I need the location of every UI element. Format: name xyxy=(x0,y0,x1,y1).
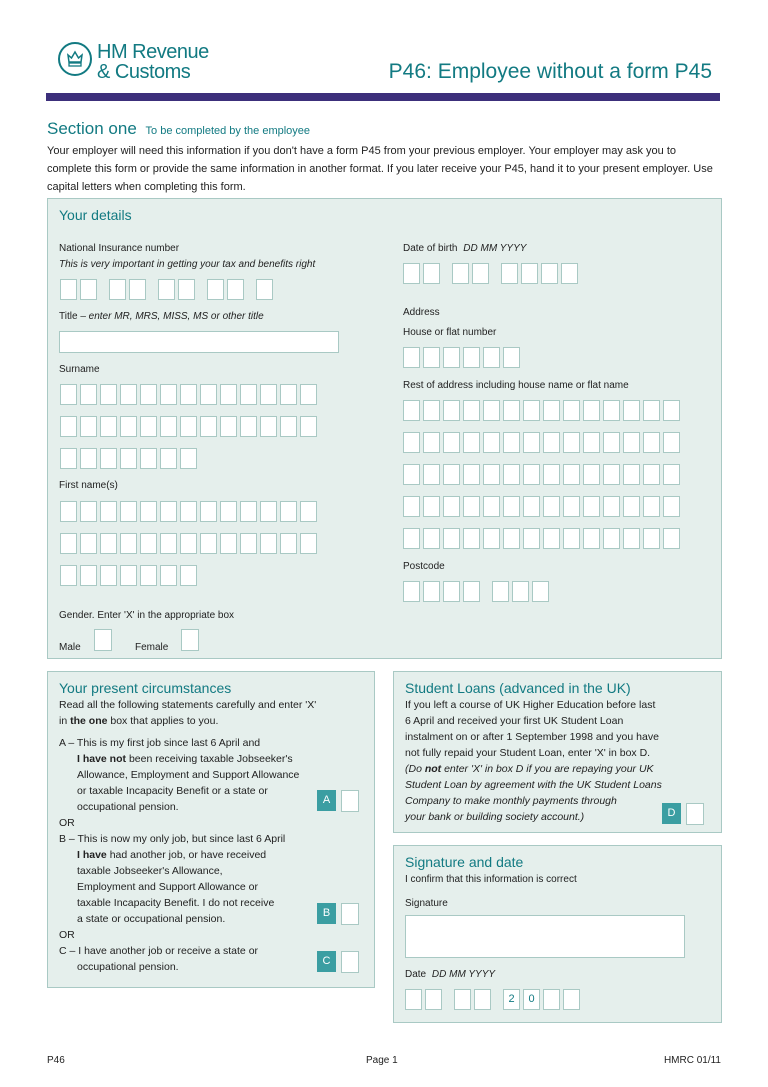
circumstances-intro-line1: Read all the following statements carefully and enter 'X' xyxy=(59,699,317,711)
address-char-box[interactable] xyxy=(583,432,600,453)
surname-label: Surname xyxy=(59,364,100,375)
first-name-char-box[interactable] xyxy=(120,533,137,554)
first-name-char-box[interactable] xyxy=(180,533,197,554)
ni-char-box[interactable] xyxy=(60,279,77,300)
address-char-box[interactable] xyxy=(503,400,520,421)
surname-char-box[interactable] xyxy=(120,416,137,437)
address-char-box[interactable] xyxy=(643,496,660,517)
surname-char-box[interactable] xyxy=(160,416,177,437)
statement-a-line5: occupational pension. xyxy=(77,801,179,813)
tag-b: B xyxy=(317,903,336,924)
statement-b-line1: B – This is now my only job, but since last 6 April xyxy=(59,833,286,845)
first-name-char-box[interactable] xyxy=(100,565,117,586)
house-number-char-box[interactable] xyxy=(463,347,480,368)
sign-date-hint: DD MM YYYY xyxy=(431,969,496,980)
surname-char-box[interactable] xyxy=(300,384,317,405)
address-char-box[interactable] xyxy=(443,496,460,517)
surname-char-box[interactable] xyxy=(200,384,217,405)
address-char-box[interactable] xyxy=(443,528,460,549)
dob-char-box[interactable] xyxy=(501,263,518,284)
surname-char-box[interactable] xyxy=(240,384,257,405)
section-subtitle: To be completed by the employee xyxy=(145,125,311,137)
signature-input[interactable] xyxy=(405,915,685,958)
female-label: Female xyxy=(135,642,169,653)
option-a-checkbox[interactable] xyxy=(341,790,359,812)
first-name-char-box[interactable] xyxy=(220,533,237,554)
sign-date-char-box[interactable]: 2 xyxy=(503,989,520,1010)
dob-label xyxy=(403,243,526,254)
postcode-char-box[interactable] xyxy=(443,581,460,602)
footer-form-code: P46 xyxy=(47,1055,65,1066)
sign-date-char-box[interactable] xyxy=(563,989,580,1010)
address-char-box[interactable] xyxy=(463,528,480,549)
statement-c-line1: C – I have another job or receive a state or xyxy=(59,945,259,957)
option-c-checkbox[interactable] xyxy=(341,951,359,973)
address-char-box[interactable] xyxy=(423,400,440,421)
address-char-box[interactable] xyxy=(623,464,640,485)
sign-date-char-box[interactable] xyxy=(543,989,560,1010)
address-char-box[interactable] xyxy=(603,400,620,421)
circumstances-title: Your present circumstances xyxy=(59,680,232,696)
address-char-box[interactable] xyxy=(583,528,600,549)
dob-label-text: Date of birth xyxy=(403,243,458,254)
title-hint: – enter MR, MRS, MISS, MS or other title xyxy=(80,311,264,322)
surname-char-box[interactable] xyxy=(240,416,257,437)
signature-title: Signature and date xyxy=(405,854,524,870)
address-char-box[interactable] xyxy=(543,464,560,485)
address-char-box[interactable] xyxy=(643,528,660,549)
postcode-label: Postcode xyxy=(403,561,445,572)
surname-char-box[interactable] xyxy=(120,448,137,469)
form-title: P46: Employee without a form P45 xyxy=(388,60,712,83)
ni-char-box[interactable] xyxy=(256,279,273,300)
address-char-box[interactable] xyxy=(503,432,520,453)
address-char-box[interactable] xyxy=(483,496,500,517)
address-char-box[interactable] xyxy=(623,400,640,421)
address-label: Address xyxy=(403,307,440,318)
student-loans-line5-rest: enter 'X' in box D if you are repaying your UK xyxy=(444,763,654,775)
address-char-box[interactable] xyxy=(563,496,580,517)
statement-a-line1: A – This is my first job since last 6 April and xyxy=(59,737,261,749)
address-char-box[interactable] xyxy=(523,432,540,453)
surname-char-box[interactable] xyxy=(180,416,197,437)
surname-char-box[interactable] xyxy=(120,384,137,405)
sign-date-label xyxy=(405,969,495,980)
rest-address-label: Rest of address including house name or flat name xyxy=(403,380,629,391)
intro-in: in xyxy=(59,715,68,727)
hmrc-logo-text xyxy=(97,42,209,82)
first-name-char-box[interactable] xyxy=(60,501,77,522)
hmrc-crest-icon xyxy=(58,42,92,76)
surname-char-box[interactable] xyxy=(160,448,177,469)
first-name-char-box[interactable] xyxy=(60,533,77,554)
surname-char-box[interactable] xyxy=(220,416,237,437)
statement-b-line3: taxable Jobseeker's Allowance, xyxy=(77,865,223,877)
address-char-box[interactable] xyxy=(583,496,600,517)
first-name-char-box[interactable] xyxy=(240,501,257,522)
student-loans-title: Student Loans (advanced in the UK) xyxy=(405,680,631,696)
address-char-box[interactable] xyxy=(543,528,560,549)
surname-char-box[interactable] xyxy=(140,384,157,405)
house-number-char-box[interactable] xyxy=(443,347,460,368)
address-char-box[interactable] xyxy=(443,464,460,485)
first-name-char-box[interactable] xyxy=(160,501,177,522)
title-label-text: Title xyxy=(59,311,78,322)
circumstances-intro-line2 xyxy=(59,713,316,729)
ni-label: National Insurance number xyxy=(59,243,180,254)
first-name-char-box[interactable] xyxy=(200,533,217,554)
address-char-box[interactable] xyxy=(663,400,680,421)
ni-char-box[interactable] xyxy=(80,279,97,300)
address-char-box[interactable] xyxy=(503,464,520,485)
signature-label: Signature xyxy=(405,898,448,909)
address-char-box[interactable] xyxy=(403,464,420,485)
dob-char-box[interactable] xyxy=(521,263,538,284)
address-char-box[interactable] xyxy=(523,528,540,549)
first-name-label: First name(s) xyxy=(59,480,118,491)
house-number-char-box[interactable] xyxy=(423,347,440,368)
student-loans-line4: not fully repaid your Student Loan, enter 'X' in box D. xyxy=(405,747,651,759)
first-name-char-box[interactable] xyxy=(300,533,317,554)
address-char-box[interactable] xyxy=(543,400,560,421)
first-name-char-box[interactable] xyxy=(80,565,97,586)
surname-char-box[interactable] xyxy=(100,384,117,405)
your-details-title: Your details xyxy=(59,207,132,223)
logo-line-1: HM Revenue xyxy=(97,41,209,63)
surname-char-box[interactable] xyxy=(160,384,177,405)
surname-char-box[interactable] xyxy=(60,384,77,405)
postcode-char-box[interactable] xyxy=(423,581,440,602)
address-char-box[interactable] xyxy=(463,464,480,485)
address-char-box[interactable] xyxy=(483,528,500,549)
address-char-box[interactable] xyxy=(563,464,580,485)
address-char-box[interactable] xyxy=(483,400,500,421)
ni-char-box[interactable] xyxy=(178,279,195,300)
tag-c: C xyxy=(317,951,336,972)
address-char-box[interactable] xyxy=(423,528,440,549)
first-name-char-box[interactable] xyxy=(140,565,157,586)
surname-char-box[interactable] xyxy=(80,448,97,469)
student-loans-not: not xyxy=(424,763,442,775)
address-char-box[interactable] xyxy=(663,496,680,517)
first-name-char-box[interactable] xyxy=(120,501,137,522)
address-char-box[interactable] xyxy=(403,400,420,421)
option-d-checkbox[interactable] xyxy=(686,803,704,825)
surname-char-box[interactable] xyxy=(80,416,97,437)
intro-the-one: the one xyxy=(70,715,108,727)
surname-char-box[interactable] xyxy=(260,384,277,405)
first-name-char-box[interactable] xyxy=(280,533,297,554)
first-name-char-box[interactable] xyxy=(140,533,157,554)
surname-char-box[interactable] xyxy=(280,416,297,437)
ni-char-box[interactable] xyxy=(207,279,224,300)
address-char-box[interactable] xyxy=(663,432,680,453)
first-name-char-box[interactable] xyxy=(180,565,197,586)
sign-date-char-box[interactable]: 0 xyxy=(523,989,540,1010)
gender-label: Gender. Enter 'X' in the appropriate box xyxy=(59,610,235,621)
or-separator-2: OR xyxy=(59,929,75,941)
address-char-box[interactable] xyxy=(443,400,460,421)
first-name-char-box[interactable] xyxy=(100,533,117,554)
option-b-checkbox[interactable] xyxy=(341,903,359,925)
statement-b-line5: taxable Incapacity Benefit. I do not receive xyxy=(77,897,275,909)
address-char-box[interactable] xyxy=(543,432,560,453)
address-char-box[interactable] xyxy=(583,400,600,421)
surname-char-box[interactable] xyxy=(300,416,317,437)
statement-c-line2: occupational pension. xyxy=(77,961,179,973)
address-char-box[interactable] xyxy=(643,400,660,421)
first-name-char-box[interactable] xyxy=(120,565,137,586)
statement-a-line2 xyxy=(59,751,299,767)
circumstances-intro xyxy=(59,697,316,729)
house-number-char-box[interactable] xyxy=(503,347,520,368)
dob-char-box[interactable] xyxy=(472,263,489,284)
address-char-box[interactable] xyxy=(443,432,460,453)
statement-a-line3: Allowance, Employment and Support Allowance xyxy=(77,769,300,781)
postcode-char-box[interactable] xyxy=(403,581,420,602)
address-char-box[interactable] xyxy=(483,432,500,453)
first-name-char-box[interactable] xyxy=(240,533,257,554)
statement-b-bold: I have xyxy=(77,849,107,861)
surname-char-box[interactable] xyxy=(80,384,97,405)
address-char-box[interactable] xyxy=(603,528,620,549)
intro-paragraph: Your employer will need this information if you don't have a form P45 from your previous employer. Your employer may ask you to complete this form or provide the same information in another format. If you later receive your P45, hand it to your present employer. Use capital letters when completing this form. xyxy=(47,145,713,193)
address-char-box[interactable] xyxy=(403,528,420,549)
statement-a xyxy=(59,735,299,831)
address-char-box[interactable] xyxy=(503,496,520,517)
surname-char-box[interactable] xyxy=(140,416,157,437)
first-name-char-box[interactable] xyxy=(200,501,217,522)
sign-date-char-box[interactable] xyxy=(425,989,442,1010)
surname-char-box[interactable] xyxy=(180,448,197,469)
student-loans-do: (Do xyxy=(405,763,422,775)
first-name-char-box[interactable] xyxy=(140,501,157,522)
first-name-char-box[interactable] xyxy=(180,501,197,522)
first-name-char-box[interactable] xyxy=(160,565,177,586)
first-name-char-box[interactable] xyxy=(80,501,97,522)
male-checkbox[interactable] xyxy=(94,629,112,651)
address-char-box[interactable] xyxy=(623,432,640,453)
postcode-char-box[interactable] xyxy=(463,581,480,602)
house-number-char-box[interactable] xyxy=(483,347,500,368)
address-char-box[interactable] xyxy=(623,528,640,549)
address-char-box[interactable] xyxy=(603,496,620,517)
tag-d: D xyxy=(662,803,681,824)
surname-char-box[interactable] xyxy=(200,416,217,437)
house-number-label: House or flat number xyxy=(403,327,497,338)
address-char-box[interactable] xyxy=(483,464,500,485)
logo-line-2: & Customs xyxy=(97,61,191,83)
surname-char-box[interactable] xyxy=(100,448,117,469)
ni-char-box[interactable] xyxy=(129,279,146,300)
first-name-char-box[interactable] xyxy=(60,565,77,586)
surname-char-box[interactable] xyxy=(260,416,277,437)
address-char-box[interactable] xyxy=(603,464,620,485)
address-char-box[interactable] xyxy=(663,528,680,549)
statement-b-line4: Employment and Support Allowance or xyxy=(77,881,258,893)
house-number-char-box[interactable] xyxy=(403,347,420,368)
student-loans-line6: Student Loan by agreement with the UK Student Loans xyxy=(405,779,662,791)
first-name-char-box[interactable] xyxy=(300,501,317,522)
address-char-box[interactable] xyxy=(603,432,620,453)
or-separator-1: OR xyxy=(59,817,75,829)
surname-char-box[interactable] xyxy=(140,448,157,469)
first-name-char-box[interactable] xyxy=(280,501,297,522)
surname-char-box[interactable] xyxy=(220,384,237,405)
address-char-box[interactable] xyxy=(563,432,580,453)
address-char-box[interactable] xyxy=(643,432,660,453)
first-name-char-box[interactable] xyxy=(100,501,117,522)
address-char-box[interactable] xyxy=(563,400,580,421)
intro-rest: box that applies to you. xyxy=(110,715,219,727)
surname-char-box[interactable] xyxy=(60,448,77,469)
dob-char-box[interactable] xyxy=(541,263,558,284)
female-checkbox[interactable] xyxy=(181,629,199,651)
address-char-box[interactable] xyxy=(403,432,420,453)
student-loans-line5 xyxy=(405,761,662,777)
ni-char-box[interactable] xyxy=(109,279,126,300)
address-char-box[interactable] xyxy=(643,464,660,485)
address-char-box[interactable] xyxy=(423,464,440,485)
sign-date-label-text: Date xyxy=(405,969,427,980)
ni-hint-text: This is very important in getting your tax and benefits right xyxy=(59,259,316,270)
student-loans-line3: instalment on or after 1 September 1998 and you have xyxy=(405,731,659,743)
postcode-char-box[interactable] xyxy=(492,581,509,602)
surname-char-box[interactable] xyxy=(280,384,297,405)
statement-c xyxy=(59,943,258,975)
statement-a-rest: been receiving taxable Jobseeker's xyxy=(128,753,293,765)
surname-char-box[interactable] xyxy=(100,416,117,437)
statement-b-rest: had another job, or have received xyxy=(109,849,267,861)
dob-char-box[interactable] xyxy=(561,263,578,284)
address-char-box[interactable] xyxy=(543,496,560,517)
statement-b-line6: a state or occupational pension. xyxy=(77,913,226,925)
statement-a-bold: I have not xyxy=(77,753,127,765)
ni-char-box[interactable] xyxy=(227,279,244,300)
address-char-box[interactable] xyxy=(583,464,600,485)
first-name-char-box[interactable] xyxy=(220,501,237,522)
dob-hint: DD MM YYYY xyxy=(463,243,527,254)
title-label xyxy=(59,311,264,322)
address-char-box[interactable] xyxy=(523,400,540,421)
postcode-char-box[interactable] xyxy=(532,581,549,602)
dob-char-box[interactable] xyxy=(452,263,469,284)
tag-a: A xyxy=(317,790,336,811)
section-heading xyxy=(47,119,310,139)
student-loans-line8: your bank or building society account.) xyxy=(405,811,585,823)
surname-char-box[interactable] xyxy=(180,384,197,405)
section-title: Section one xyxy=(47,119,137,138)
address-char-box[interactable] xyxy=(463,432,480,453)
header-rule xyxy=(46,93,720,101)
first-name-char-box[interactable] xyxy=(160,533,177,554)
address-char-box[interactable] xyxy=(503,528,520,549)
statement-b xyxy=(59,831,285,943)
address-char-box[interactable] xyxy=(403,496,420,517)
ni-char-box[interactable] xyxy=(158,279,175,300)
address-char-box[interactable] xyxy=(463,496,480,517)
postcode-char-box[interactable] xyxy=(512,581,529,602)
address-char-box[interactable] xyxy=(663,464,680,485)
first-name-char-box[interactable] xyxy=(80,533,97,554)
sign-date-char-box[interactable] xyxy=(405,989,422,1010)
statement-b-line2 xyxy=(59,847,285,863)
address-char-box[interactable] xyxy=(523,464,540,485)
address-char-box[interactable] xyxy=(563,528,580,549)
sign-date-char-box[interactable] xyxy=(474,989,491,1010)
footer-page-number: Page 1 xyxy=(366,1055,398,1066)
male-label: Male xyxy=(59,642,81,653)
address-char-box[interactable] xyxy=(623,496,640,517)
address-char-box[interactable] xyxy=(463,400,480,421)
dob-char-box[interactable] xyxy=(423,263,440,284)
student-loans-line7: Company to make monthly payments through xyxy=(405,795,617,807)
signature-confirm: I confirm that this information is correct xyxy=(405,874,577,885)
first-name-char-box[interactable] xyxy=(260,533,277,554)
surname-char-box[interactable] xyxy=(60,416,77,437)
ni-hint xyxy=(59,259,315,270)
footer-version: HMRC 01/11 xyxy=(663,1055,721,1066)
address-char-box[interactable] xyxy=(423,496,440,517)
student-loans-text xyxy=(405,697,662,825)
student-loans-line2: 6 April and received your first UK Student Loan xyxy=(405,715,624,727)
address-char-box[interactable] xyxy=(523,496,540,517)
dob-char-box[interactable] xyxy=(403,263,420,284)
sign-date-char-box[interactable] xyxy=(454,989,471,1010)
first-name-char-box[interactable] xyxy=(260,501,277,522)
statement-a-line4: or taxable Incapacity Benefit or a state or xyxy=(77,785,268,797)
address-char-box[interactable] xyxy=(423,432,440,453)
title-input[interactable] xyxy=(59,331,339,353)
student-loans-line1: If you left a course of UK Higher Education before last xyxy=(405,699,656,711)
